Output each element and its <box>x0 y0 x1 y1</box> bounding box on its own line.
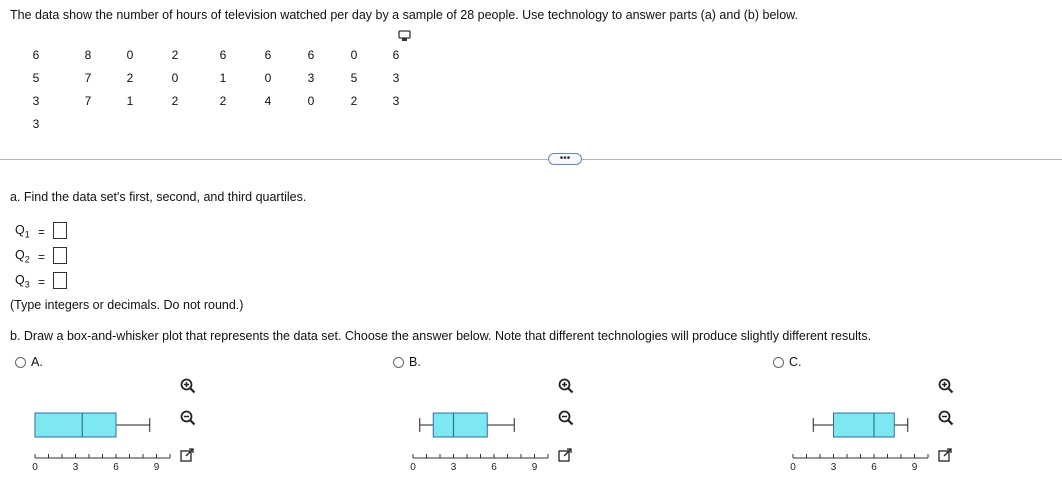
axis-tick-label: 3 <box>72 462 79 473</box>
data-cell: 0 <box>264 71 272 85</box>
data-cell: 6 <box>307 48 315 62</box>
axis-tick-label: 6 <box>113 462 119 473</box>
option-c-radio[interactable] <box>773 355 802 369</box>
q3-label: $Q_3$ <box>15 273 30 290</box>
data-cell: 7 <box>84 94 92 108</box>
data-cell: 8 <box>84 48 92 62</box>
data-cell: 0 <box>350 48 358 62</box>
data-cell: 0 <box>307 94 315 108</box>
axis-tick-label: 0 <box>410 462 416 473</box>
data-cell: 3 <box>32 117 40 131</box>
option-b-label: B. <box>409 355 421 369</box>
q3-input[interactable] <box>53 272 67 289</box>
q2-input[interactable] <box>53 247 67 264</box>
q2-label: $Q_2$ <box>15 248 30 265</box>
data-cell: 0 <box>171 71 179 85</box>
data-cell: 6 <box>264 48 272 62</box>
zoom-out-icon[interactable] <box>558 410 574 429</box>
axis-tick-label: 9 <box>153 462 160 473</box>
part-a-prompt: a. Find the data set's first, second, and third quartiles. <box>10 190 307 204</box>
zoom-out-icon[interactable] <box>180 410 196 429</box>
axis-tick-label: 9 <box>531 462 538 473</box>
axis-tick-label: 3 <box>450 462 457 473</box>
data-cell: 1 <box>219 71 227 85</box>
radio-button-icon[interactable] <box>773 357 784 368</box>
axis-tick-label: 0 <box>790 462 796 473</box>
section-divider <box>0 159 1062 160</box>
data-cell: 2 <box>126 71 134 85</box>
data-cell: 2 <box>171 48 179 62</box>
iqr-box <box>834 413 895 437</box>
more-button[interactable]: ••• <box>548 153 582 165</box>
zoom-in-icon[interactable] <box>938 378 954 397</box>
q1-equals: = <box>38 225 46 239</box>
zoom-in-icon[interactable] <box>180 378 196 397</box>
zoom-in-icon[interactable] <box>558 378 574 397</box>
q2-equals: = <box>38 250 46 264</box>
q1-input[interactable] <box>53 222 67 239</box>
q3-equals: = <box>38 275 46 289</box>
axis-tick-label: 0 <box>32 462 38 473</box>
axis-tick-label: 6 <box>491 462 497 473</box>
axis-tick-label: 9 <box>911 462 918 473</box>
option-a-boxplot <box>30 376 230 476</box>
open-new-window-icon[interactable] <box>938 448 953 466</box>
data-cell: 6 <box>32 48 40 62</box>
option-b-boxplot <box>408 376 608 476</box>
data-cell: 5 <box>32 71 40 85</box>
data-cell: 4 <box>264 94 272 108</box>
copy-data-icon[interactable] <box>398 30 412 42</box>
axis-tick-label: 6 <box>871 462 877 473</box>
axis-tick-label: 3 <box>830 462 837 473</box>
data-cell: 6 <box>392 48 400 62</box>
data-cell: 1 <box>126 94 134 108</box>
zoom-out-icon[interactable] <box>938 410 954 429</box>
data-cell: 5 <box>350 71 358 85</box>
option-b-radio[interactable] <box>393 355 421 369</box>
data-cell: 3 <box>392 71 400 85</box>
answer-hint: (Type integers or decimals. Do not round.) <box>10 298 244 312</box>
data-cell: 0 <box>126 48 134 62</box>
data-cell: 7 <box>84 71 92 85</box>
radio-button-icon[interactable] <box>15 357 26 368</box>
option-a-radio[interactable] <box>15 355 43 369</box>
data-cell: 2 <box>171 94 179 108</box>
iqr-box <box>35 413 116 437</box>
option-c-label: C. <box>789 355 802 369</box>
data-cell: 3 <box>32 94 40 108</box>
open-new-window-icon[interactable] <box>558 448 573 466</box>
iqr-box <box>433 413 487 437</box>
data-cell: 2 <box>350 94 358 108</box>
data-cell: 2 <box>219 94 227 108</box>
q1-label: $Q_1$ <box>15 223 30 240</box>
open-new-window-icon[interactable] <box>180 448 195 466</box>
data-cell: 3 <box>392 94 400 108</box>
option-c-boxplot <box>788 376 988 476</box>
data-cell: 3 <box>307 71 315 85</box>
data-cell: 6 <box>219 48 227 62</box>
part-b-prompt: b. Draw a box-and-whisker plot that represents the data set. Choose the answer below. Note that different technologies will produce slightly different results. <box>10 329 872 343</box>
question-intro: The data show the number of hours of television watched per day by a sample of 28 people. Use technology to answer parts (a) and (b) below. <box>10 8 798 22</box>
radio-button-icon[interactable] <box>393 357 404 368</box>
option-a-label: A. <box>31 355 43 369</box>
